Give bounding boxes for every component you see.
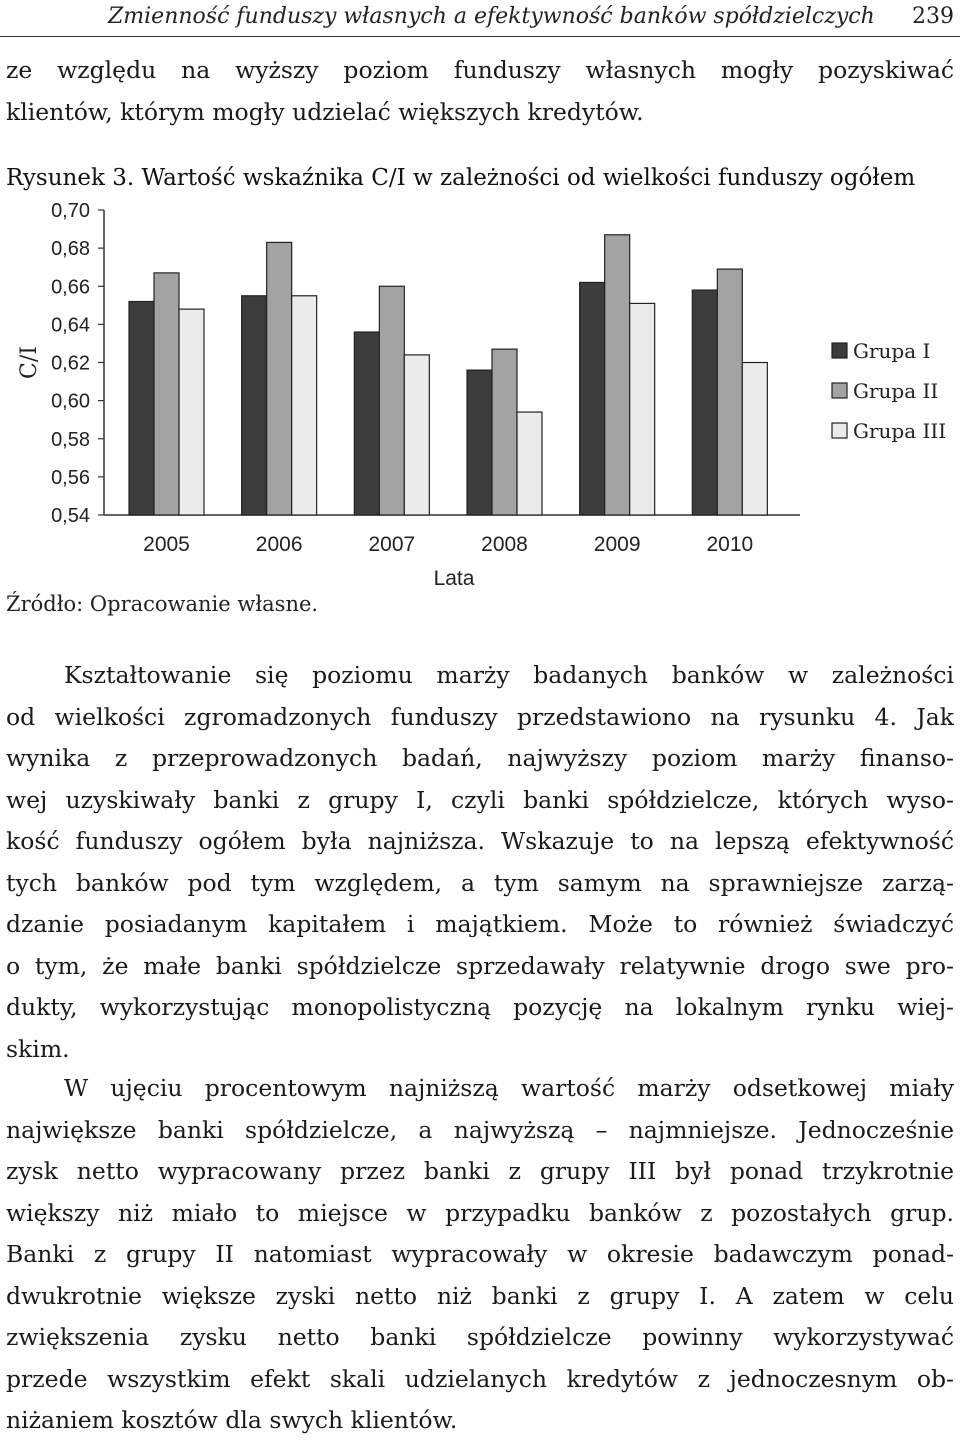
y-tick-label: 0,58 — [51, 428, 90, 451]
running-title: Zmienność funduszy własnych a efektywność banków spółdzielczych — [108, 4, 875, 29]
text-line: zwiększenia zysku netto banki spółdzielcze powinny wykorzystywać — [6, 1323, 954, 1351]
bar — [129, 302, 154, 516]
text-line: skim. — [6, 1034, 70, 1063]
x-axis-title: Lata — [433, 567, 475, 590]
text-line: Kształtowanie się poziomu marży badanych banków w zależności — [64, 661, 954, 689]
figure-caption: Rysunek 3. Wartość wskaźnika C/I w zależności od wielkości funduszy ogółem — [6, 165, 916, 191]
bar — [605, 235, 630, 515]
x-tick-label: 2007 — [368, 533, 416, 556]
legend-label: Grupa I — [853, 339, 931, 363]
x-tick-label: 2010 — [706, 533, 754, 556]
bar — [630, 303, 655, 515]
y-tick-label: 0,56 — [51, 466, 90, 489]
text-line: niżaniem kosztów dla swych klientów. — [6, 1406, 458, 1434]
text-line: wynika z przeprowadzonych badań, najwyższy poziom marży finanso- — [6, 744, 954, 772]
bar — [580, 282, 605, 515]
y-tick-label: 0,68 — [51, 238, 90, 261]
bar — [742, 363, 767, 516]
bar — [404, 355, 429, 515]
bar — [242, 296, 267, 515]
bar — [467, 370, 492, 515]
text-line: od wielkości zgromadzonych funduszy przedstawiono na rysunku 4. Jak — [6, 702, 954, 731]
source-note: Źródło: Opracowanie własne. — [6, 592, 319, 616]
x-tick-label: 2008 — [481, 533, 528, 556]
bar — [492, 349, 517, 515]
x-tick-label: 2005 — [143, 533, 190, 556]
y-tick-label: 0,70 — [51, 200, 90, 222]
bar-chart — [0, 195, 960, 595]
bar — [517, 412, 542, 515]
x-tick-label: 2009 — [593, 533, 641, 556]
bar — [692, 290, 717, 515]
legend-label: Grupa II — [853, 379, 939, 403]
bar — [354, 332, 379, 515]
bar — [717, 269, 742, 515]
page-number: 239 — [912, 4, 954, 29]
legend-swatch — [832, 383, 847, 398]
text-line: ze względu na wyższy poziom funduszy własnych mogły pozyskiwać — [6, 56, 954, 84]
text-line: o tym, że małe banki spółdzielcze sprzedawały relatywnie drogo swe pro- — [6, 951, 954, 980]
text-line: największe banki spółdzielcze, a najwyższą – najmniejsze. Jednocześnie — [6, 1115, 954, 1144]
text-line: wej uzyskiwały banki z grupy I, czyli banki spółdzielcze, których wyso- — [6, 785, 954, 814]
y-axis-title: C/I — [17, 346, 42, 379]
y-tick-label: 0,60 — [51, 390, 90, 413]
text-line: dukty, wykorzystując monopolistyczną pozycję na lokalnym rynku wiej- — [6, 993, 954, 1021]
bar — [379, 286, 404, 515]
text-line: przede wszystkim efekt skali udzielanych kredytów z jednoczesnym ob- — [6, 1364, 954, 1393]
bar — [292, 296, 317, 515]
paragraph-1 — [6, 655, 954, 1070]
legend-swatch — [832, 343, 847, 358]
text-line: dzanie posiadanym kapitałem i majątkiem. Może to również świadczyć — [6, 910, 954, 938]
text-line: klientów, którym mogły udzielać większych kredytów. — [6, 97, 644, 126]
y-tick-label: 0,62 — [51, 352, 90, 375]
bar — [267, 242, 292, 515]
intro-paragraph — [6, 50, 954, 133]
text-line: kość funduszy ogółem była najniższa. Wskazuje to na lepszą efektywność — [6, 827, 954, 855]
running-header — [0, 0, 960, 37]
bar — [179, 309, 204, 515]
y-tick-label: 0,54 — [51, 505, 90, 527]
paragraph-2 — [6, 1068, 954, 1442]
text-line: W ujęciu procentowym najniższą wartość marży odsetkowej miały — [64, 1074, 954, 1102]
text-line: większy niż miało to miejsce w przypadku banków z pozostałych grup. — [6, 1198, 954, 1227]
x-tick-label: 2006 — [255, 533, 303, 556]
y-tick-label: 0,64 — [51, 314, 90, 337]
text-line: zysk netto wypracowany przez banki z grupy III był ponad trzykrotnie — [6, 1157, 954, 1185]
text-line: tych banków pod tym względem, a tym samym na sprawniejsze zarzą- — [6, 868, 954, 897]
legend-swatch — [832, 423, 847, 438]
legend-label: Grupa III — [853, 419, 947, 443]
text-line: dwukrotnie większe zyski netto niż banki z grupy I. A zatem w celu — [6, 1281, 954, 1310]
y-tick-label: 0,66 — [51, 276, 90, 299]
bar — [154, 273, 179, 515]
text-line: Banki z grupy II natomiast wypracowały w okresie badawczym ponad- — [6, 1240, 954, 1268]
